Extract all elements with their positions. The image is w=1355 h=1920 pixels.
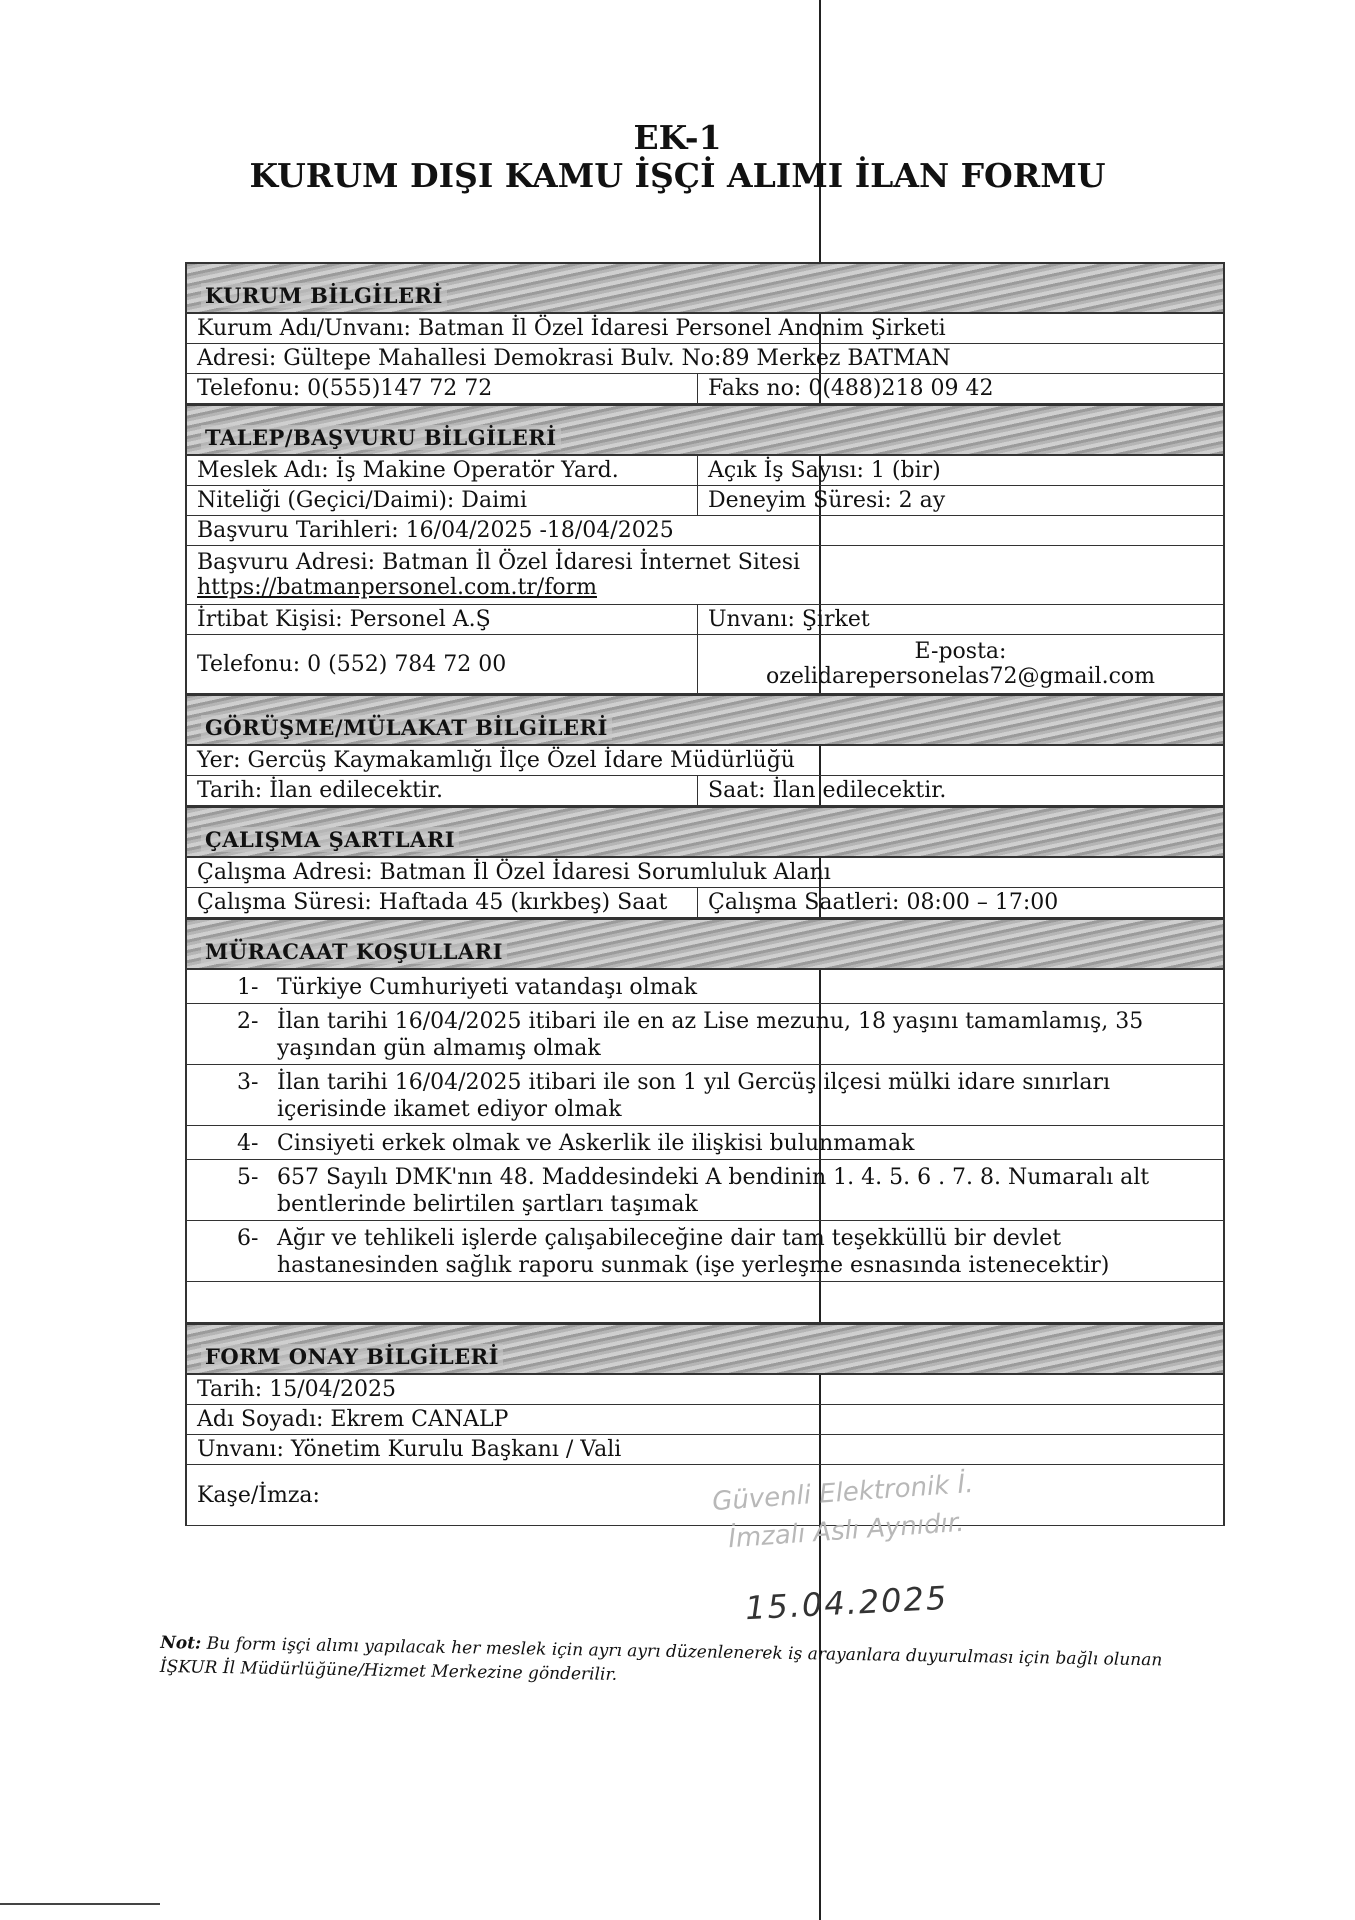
- true-copy-stamp: İmzalı Aslı Aynıdır.: [727, 1507, 966, 1555]
- onay-row-3: [187, 1435, 1223, 1465]
- list-item: 5- 657 Sayılı DMK'nın 48. Maddesindeki A bendinin 1. 4. 5. 6 . 7. 8. Numaralı alt bentlerinde belirtilen şartları taşımak: [187, 1160, 1223, 1221]
- kurum-address-row: [187, 344, 1223, 374]
- basvuru-adresi: Başvuru Adresi: Batman İl Özel İdaresi İnternet Sitesi: [197, 550, 801, 575]
- list-item: 1- Türkiye Cumhuriyeti vatandaşı olmak: [187, 970, 1223, 1004]
- electronic-signature-stamp: Güvenli Elektronik İ.: [711, 1468, 975, 1518]
- gorusme-yer: Yer: Gercüş Kaymakamlığı İlçe Özel İdare Müdürlüğü: [197, 748, 795, 773]
- onay-row-1: [187, 1375, 1223, 1405]
- deneyim-suresi: Deneyim Süresi: 2 ay: [697, 486, 1223, 515]
- onay-unvan: Unvanı: Yönetim Kurulu Başkanı / Vali: [197, 1437, 622, 1462]
- section-title: GÖRÜŞME/MÜLAKAT BİLGİLERİ: [201, 715, 612, 740]
- basvuru-adresi-block: [187, 550, 1223, 600]
- niteligi: Niteliği (Geçici/Daimi): Daimi: [197, 488, 527, 513]
- calisma-saatleri: Çalışma Saatleri: 08:00 – 17:00: [697, 888, 1223, 917]
- handwritten-date: 15.04.2025: [744, 1578, 950, 1628]
- onay-row-2: [187, 1405, 1223, 1435]
- talep-row-4: [187, 546, 1223, 605]
- footer-line: [0, 1903, 160, 1905]
- section-talep: [187, 404, 1223, 456]
- talep-row-2: [187, 486, 1223, 516]
- section-onay: [187, 1323, 1223, 1375]
- talep-row-5: [187, 605, 1223, 635]
- section-title: ÇALIŞMA ŞARTLARI: [201, 827, 459, 852]
- section-muracaat: [187, 918, 1223, 970]
- section-title: TALEP/BAŞVURU BİLGİLERİ: [201, 425, 561, 450]
- calisma-row-1: [187, 858, 1223, 888]
- list-item: 6- Ağır ve tehlikeli işlerde çalışabileceğine dair tam teşekküllü bir devlet hastanesinden sağlık raporu sunmak (işe yerleşme esnasında istenecektir): [237, 1226, 1110, 1278]
- email-label: E-posta:: [914, 639, 1007, 664]
- irtibat-unvan: Unvanı: Şirket: [697, 605, 1223, 634]
- kurum-phone-row: [187, 374, 1223, 404]
- meslek-adi: Meslek Adı: İş Makine Operatör Yard.: [197, 458, 619, 483]
- list-item: 2- İlan tarihi 16/04/2025 itibari ile en az Lise mezunu, 18 yaşını tamamlamış, 35 yaşından gün almamış olmak: [187, 1004, 1223, 1065]
- calisma-suresi: Çalışma Süresi: Haftada 45 (kırkbeş) Saat: [197, 890, 668, 915]
- kurum-phone: Telefonu: 0(555)147 72 72: [197, 376, 493, 401]
- calisma-adresi: Çalışma Adresi: Batman İl Özel İdaresi Sorumluluk Alanı: [197, 860, 831, 885]
- note-label: Not:: [160, 1632, 202, 1654]
- calisma-row-2: [187, 888, 1223, 918]
- note-text: Bu form işçi alımı yapılacak her meslek için ayrı ayrı düzenlenerek iş arayanlara duyurulması için bağlı olunan İŞKUR İl Müdürlüğüne/Hizmet Merkezine gönderilir.: [159, 1633, 1163, 1685]
- irtibat-email-block: [697, 635, 1223, 693]
- section-calisma: [187, 806, 1223, 858]
- acik-is-sayisi: Açık İş Sayısı: 1 (bir): [697, 456, 1223, 485]
- irtibat-telefon: Telefonu: 0 (552) 784 72 00: [197, 651, 507, 677]
- basvuru-link[interactable]: https://batmanpersonel.com.tr/form: [197, 575, 597, 600]
- kase-imza: Kaşe/İmza:: [197, 1482, 320, 1508]
- basvuru-tarihleri: Başvuru Tarihleri: 16/04/2025 -18/04/2025: [197, 518, 674, 543]
- email-address[interactable]: ozelidarepersonelas72@gmail.com: [766, 664, 1155, 689]
- gorusme-row-1: [187, 746, 1223, 776]
- kurum-fax: Faks no: 0(488)218 09 42: [697, 374, 1223, 403]
- onay-adi-soyadi: Adı Soyadı: Ekrem CANALP: [197, 1407, 509, 1432]
- form-title: KURUM DIŞI KAMU İŞÇİ ALIMI İLAN FORMU: [249, 156, 1106, 195]
- onay-row-4: [187, 1465, 1223, 1526]
- annex-label: EK-1: [633, 118, 722, 157]
- muracaat-list: [187, 970, 1223, 1282]
- footnote: [160, 1631, 1201, 1697]
- gorusme-saat: Saat: İlan edilecektir.: [697, 776, 1223, 805]
- list-item: 4- Cinsiyeti erkek olmak ve Askerlik ile ilişkisi bulunmamak: [187, 1126, 1223, 1160]
- gorusme-row-2: [187, 776, 1223, 806]
- irtibat-kisisi: İrtibat Kişisi: Personel A.Ş: [197, 607, 491, 632]
- talep-row-3: [187, 516, 1223, 546]
- talep-row-1: [187, 456, 1223, 486]
- onay-tarih: Tarih: 15/04/2025: [197, 1377, 397, 1402]
- kurum-name-row: [187, 314, 1223, 344]
- section-kurum: [187, 262, 1223, 314]
- section-gorusme: [187, 694, 1223, 746]
- section-title: FORM ONAY BİLGİLERİ: [201, 1344, 503, 1369]
- section-title: KURUM BİLGİLERİ: [201, 283, 447, 308]
- talep-row-6: [187, 635, 1223, 694]
- kurum-address: Adresi: Gültepe Mahallesi Demokrasi Bulv. No:89 Merkez BATMAN: [197, 346, 951, 371]
- announcement-form: [185, 262, 1225, 1526]
- section-title: MÜRACAAT KOŞULLARI: [201, 939, 507, 964]
- blank-row: [187, 1282, 1223, 1323]
- gorusme-tarih: Tarih: İlan edilecektir.: [197, 778, 444, 803]
- kurum-name: Kurum Adı/Unvanı: Batman İl Özel İdaresi Personel Anonim Şirketi: [197, 316, 946, 341]
- list-item: 3- İlan tarihi 16/04/2025 itibari ile son 1 yıl Gercüş ilçesi mülki idare sınırları içerisinde ikamet ediyor olmak: [187, 1065, 1223, 1126]
